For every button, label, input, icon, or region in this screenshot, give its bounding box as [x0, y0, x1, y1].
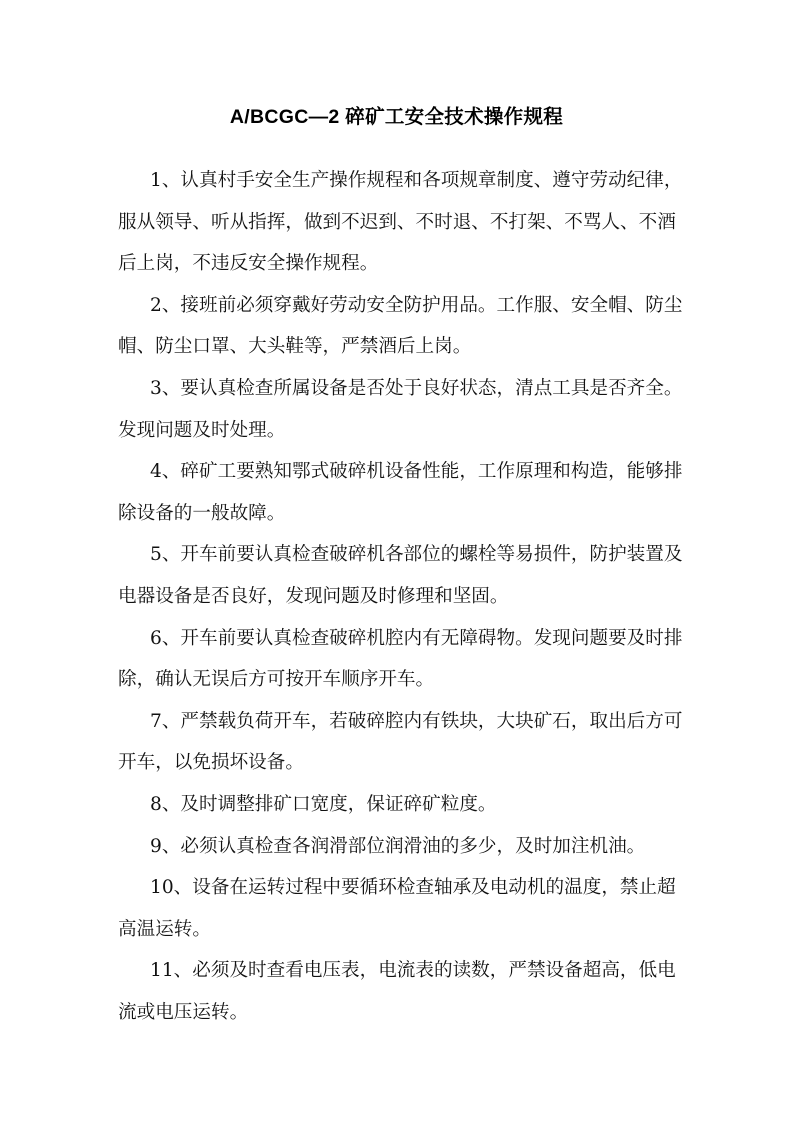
text-line: 发现问题及时处理。 [118, 419, 286, 441]
rule-paragraph-11 [118, 950, 698, 1033]
text-line: 后上岗，不违反安全操作规程。 [118, 253, 379, 275]
text-line: 服从领导、听从指挥，做到不迟到、不时退、不打架、不骂人、不酒 [118, 211, 676, 233]
rule-paragraph-3 [118, 368, 698, 451]
rule-paragraph-1 [118, 160, 698, 285]
text-line: 除设备的一般故障。 [118, 502, 286, 524]
document-title: A/BCGC—2 碎矿工安全技术操作规程 [229, 106, 564, 128]
text-line: 除，确认无误后方可按开车顺序开车。 [118, 669, 435, 691]
rule-paragraph-8 [118, 784, 698, 826]
text-line: 1、认真村手安全生产操作规程和各项规章制度、遵守劳动纪律， [150, 170, 683, 191]
text-line: 2、接班前必须穿戴好劳动安全防护用品。工作服、安全帽、防尘 [150, 294, 683, 316]
text-line: 6、开车前要认真检查破碎机腔内有无障碍物。发现问题要及时排 [150, 627, 683, 649]
text-line: 高温运转。 [118, 918, 211, 940]
text-line: 10、设备在运转过程中要循环检查轴承及电动机的温度，禁止超 [150, 877, 676, 899]
text-line: 4、碎矿工要熟知鄂式破碎机设备性能，工作原理和构造，能够排 [150, 461, 683, 483]
text-line: 11、必须及时查看电压表，电流表的读数，严禁设备超高，低电 [150, 960, 676, 982]
text-line: 帽、防尘口罩、大头鞋等，严禁酒后上岗。 [118, 336, 472, 358]
rule-paragraph-4 [118, 451, 698, 534]
text-line: 3、要认真检查所属设备是否处于良好状态，清点工具是否齐全。 [150, 377, 683, 399]
text-line: 流或电压运转。 [118, 1001, 249, 1023]
text-line: 电器设备是否良好，发现问题及时修理和坚固。 [118, 585, 509, 607]
text-line: 7、严禁载负荷开车，若破碎腔内有铁块，大块矿石，取出后方可 [150, 710, 683, 732]
rule-paragraph-2 [118, 285, 698, 368]
rule-paragraph-5 [118, 534, 698, 617]
rule-paragraph-9 [118, 826, 698, 868]
text-line: 8、及时调整排矿口宽度，保证碎矿粒度。 [150, 793, 497, 815]
rule-paragraph-6 [118, 618, 698, 701]
text-line: 9、必须认真检查各润滑部位润滑油的多少，及时加注机油。 [150, 835, 646, 857]
rule-paragraph-7 [118, 701, 698, 784]
rule-paragraph-10 [118, 867, 698, 950]
text-line: 5、开车前要认真检查破碎机各部位的螺栓等易损件，防护装置及 [150, 544, 683, 566]
text-line: 开车，以免损坏设备。 [118, 752, 304, 774]
document-body [118, 160, 698, 1033]
